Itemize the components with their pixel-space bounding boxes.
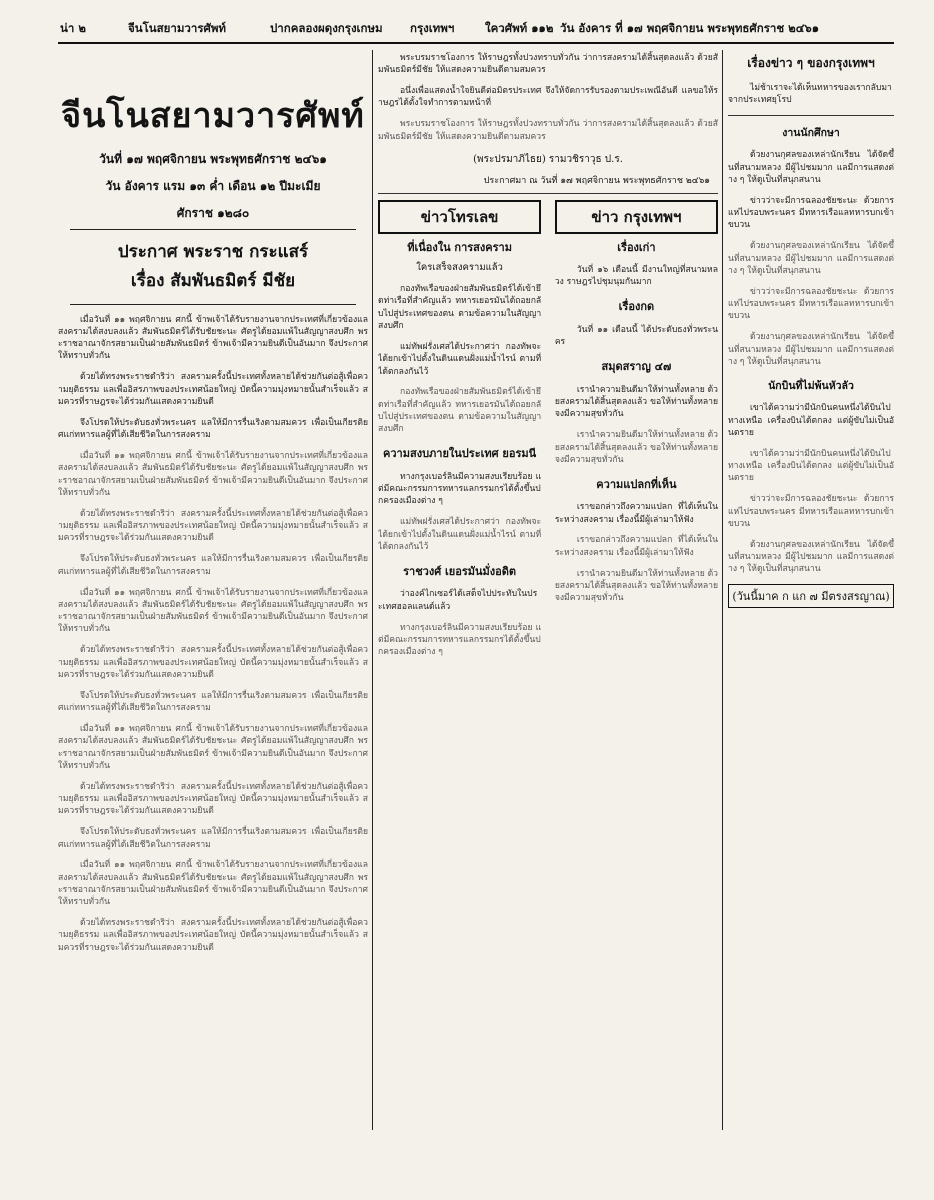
article-paragraph: ข่าวว่าจะมีการฉลองชัยชะนะ ด้วยการแห่ไปรอบพระนคร มีทหารเรือแลทหารบกเข้าขบวน [728,494,894,529]
article-paragraph: จึงโปรดให้ประดับธงทั่วพระนคร แลให้มีการรื่นเริงตามสมควร เพื่อเป็นเกียรติยศแก่ทหารแลผู้ที่ได้เสียชีวิตในการสงคราม [58,417,368,441]
date-line-2: วัน อังคาร แรม ๑๓ ค่ำ เดือน ๑๒ ปีมะเมีย [105,179,321,193]
divider [378,193,718,194]
section-heading: สมุดสราญ ๔๗ [601,360,672,374]
issue-date: วัน อังคาร ที่ ๑๗ พฤศจิกายน พระพุทธศักราช ๒๔๖๑ [560,21,820,35]
news-split [378,200,718,667]
news-item: กองทัพเรือของฝ่ายสัมพันธมิตร์ได้เข้ายึดท่าเรือที่สำคัญแล้ว ทหารเยอรมันได้ถอยกลับไปสู่ประเทศของตน ตามข้อความในสัญญาสงบศึก [378,387,542,435]
date-line-3: ศักราช ๑๒๘๐ [176,206,250,220]
news-item: วันที่ ๑๖ เดือนนี้ มีงานใหญ่ที่สนามหลวง ราษฎรไปชุมนุมกันมาก [554,265,718,288]
news-item: แม่ทัพฝรั่งเศสได้ประกาศว่า กองทัพจะได้ยกเข้าไปตั้งในดินแดนฝั่งแม่น้ำไรน์ ตามที่ได้ตกลงกันไว้ [378,341,542,377]
news-item: เราขอกล่าวถึงความแปลก ที่ได้เห็นในระหว่างสงคราม เรื่องนี้มีผู้เล่ามาให้ฟัง [554,502,718,525]
local-news-title: ข่าว กรุงเทพฯ [555,200,718,234]
telegraph-news [378,200,541,667]
news-item: เรานำความยินดีมาให้ท่านทั้งหลาย ด้วยสงครามได้สิ้นสุดลงแล้ว ขอให้ท่านทั้งหลายจงมีความสุขทั่วกัน [554,568,718,604]
middle-column [378,50,718,1135]
page-header [60,18,890,42]
footer-caption: (วันนี้มาค ก แก ๗ มีตรงสรญาณ) [728,584,894,608]
masthead: จีนโนสยามวารศัพท์ [61,96,365,136]
article-paragraph: ด้วยได้ทรงพระราชดำริว่า สงครามครั้งนี้ประเทศทั้งหลายได้ช่วยกันต่อสู้เพื่อความยุติธรรม แลเพื่ออิสรภาพของประเทศน้อยใหญ่ บัดนี้ความมุ่งหมายนั้นสำเร็จแล้ว สมควรที่ราษฎรจะได้ร่วมกันแสดงความยินดี [58,781,368,817]
news-item: วันที่ ๑๑ เดือนนี้ ได้ประดับธงทั่วพระนคร [554,324,718,348]
column-divider-1 [372,50,373,1130]
local-news-subhead: เรื่องเก่า [617,240,656,254]
news-item: ทางกรุงเบอร์ลินมีความสงบเรียบร้อย แต่มีคณะกรรมการทหารแลกรรมกรได้ตั้งขึ้นปกครองเมืองต่าง ๆ [378,622,542,658]
news-item: ว่าองค์ไกเซอร์ได้เสด็จไปประทับในประเทศฮอลแลนด์แล้ว [378,589,538,612]
article-paragraph: เขาได้ความว่ามีนักบินคนหนึ่งได้บินไปทางเหนือ เครื่องบินได้ตกลง แต่ผู้ขับไม่เป็นอันตราย [728,403,894,438]
proclamation-subtitle: เรื่อง สัมพันธมิตร์ มีชัย [130,271,296,291]
article-paragraph: ด้วยได้ทรงพระราชดำริว่า สงครามครั้งนี้ประเทศทั้งหลายได้ช่วยกันต่อสู้เพื่อความยุติธรรม แลเพื่ออิสรภาพของประเทศน้อยใหญ่ บัดนี้ความมุ่งหมายนั้นสำเร็จแล้ว สมควรที่ราษฎรจะได้ร่วมกันแสดงความยินดี [58,508,368,544]
right-title: เรื่องข่าว ๆ ของกรุงเทพฯ [747,56,875,70]
proclamation-title: ประกาศ พระราช กระแสร์ [117,242,309,262]
article-paragraph: พระบรมราชโองการ ให้ราษฎรทั้งปวงทราบทั่วกัน ว่าการสงครามได้สิ้นสุดลงแล้ว ด้วยสัมพันธมิตร์มีชัย ให้แสดงความยินดีตามสมควร [378,119,718,142]
news-item: กองทัพเรือของฝ่ายสัมพันธมิตร์ได้เข้ายึดท่าเรือที่สำคัญแล้ว ทหารเยอรมันได้ถอยกลับไปสู่ประเทศของตน ตามข้อความในสัญญาสงบศึก [378,284,542,332]
article-paragraph: ข่าวว่าจะมีการฉลองชัยชะนะ ด้วยการแห่ไปรอบพระนคร มีทหารเรือแลทหารบกเข้าขบวน [728,286,894,322]
article-paragraph: ด้วยงานกุศลของเหล่านักเรียน ได้จัดขึ้นที่สนามหลวง มีผู้ไปชมมาก แลมีการแสดงต่าง ๆ ให้ดูเป็นที่สนุกสนาน [728,241,894,276]
local-news [555,200,718,667]
article-paragraph: เมื่อวันที่ ๑๑ พฤศจิกายน ศกนี้ ข้าพเจ้าได้รับรายงานจากประเทศที่เกี่ยวข้องแลสงครามได้สงบลงแล้ว สัมพันธมิตร์ได้รับชัยชะนะ ศัตรูได้ยอมแพ้ในสัญญาสงบศึก พระราชอาณาจักรสยามเป็นฝ่ายสัมพันธมิตร์ ข้าพเจ้ามีความยินดีเป็นอันมาก จึงประกาศให้ทราบทั่วกัน [58,860,368,908]
divider [728,115,894,116]
telegraph-news-title: ข่าวโทรเลข [378,200,541,234]
header-rule [58,42,894,44]
article-paragraph: ข่าวว่าจะมีการฉลองชัยชะนะ ด้วยการแห่ไปรอบพระนคร มีทหารเรือแลทหารบกเข้าขบวน [728,195,894,231]
article-paragraph: เขาได้ความว่ามีนักบินคนหนึ่งได้บินไปทางเหนือ เครื่องบินได้ตกลง แต่ผู้ขับไม่เป็นอันตราย [728,448,894,484]
office-address: ปากคลองผดุงกรุงเกษม [270,21,383,35]
article-paragraph: ไม่ช้าเราจะได้เห็นทหารของเรากลับมาจากประเทศยุโรป [728,82,892,105]
article-paragraph: ด้วยงานกุศลของเหล่านักเรียน ได้จัดขึ้นที่สนามหลวง มีผู้ไปชมมาก แลมีการแสดงต่าง ๆ ให้ดูเป็นที่สนุกสนาน [728,539,894,575]
royal-signature: (พระปรมาภิไธย) รามวชิราวุธ ป.ร. [473,153,623,165]
article-paragraph: เมื่อวันที่ ๑๑ พฤศจิกายน ศกนี้ ข้าพเจ้าได้รับรายงานจากประเทศที่เกี่ยวข้องแลสงครามได้สงบลงแล้ว สัมพันธมิตร์ได้รับชัยชะนะ ศัตรูได้ยอมแพ้ในสัญญาสงบศึก พระราชอาณาจักรสยามเป็นฝ่ายสัมพันธมิตร์ ข้าพเจ้ามีความยินดีเป็นอันมาก จึงประกาศให้ทราบทั่วกัน [58,314,368,362]
article-paragraph: อนึ่งเพื่อแสดงน้ำใจยินดีต่อมิตรประเทศ จึงให้จัดการรับรองตามประเพณีอันดี แลขอให้ราษฎรได้ตั้งใจทำการตามหน้าที่ [378,86,718,109]
paper-name: จีนโนสยามวารศัพท์ [128,21,226,35]
news-item: เรานำความยินดีมาให้ท่านทั้งหลาย ด้วยสงครามได้สิ้นสุดลงแล้ว ขอให้ท่านทั้งหลายจงมีความสุขทั่วกัน [554,384,718,420]
telegraph-news-subtitle: ที่เนื่องใน การสงคราม [407,240,512,254]
article-paragraph: ด้วยได้ทรงพระราชดำริว่า สงครามครั้งนี้ประเทศทั้งหลายได้ช่วยกันต่อสู้เพื่อความยุติธรรม แลเพื่ออิสรภาพของประเทศน้อยใหญ่ บัดนี้ความมุ่งหมายนั้นสำเร็จแล้ว สมควรที่ราษฎรจะได้ร่วมกันแสดงความยินดี [58,918,368,953]
volume: ใควศัพท์ ๑๑๒ [485,21,554,35]
section-heading: ความแปลกที่เห็น [596,477,677,491]
date-line-1: วันที่ ๑๗ พฤศจิกายน พระพุทธศักราช ๒๔๖๑ [99,152,327,166]
right-column [728,50,894,1135]
left-column [58,50,368,1130]
section-heading: ความสงบภายในประเทศ ยอรมนี [383,447,537,461]
section-heading: นักบินที่ไม่พ้นหัวลัว [768,379,854,392]
section-heading: ราชวงศ์ เยอรมันมั่งอดิต [403,564,517,578]
news-item: เราขอกล่าวถึงความแปลก ที่ได้เห็นในระหว่างสงคราม เรื่องนี้มีผู้เล่ามาให้ฟัง [554,535,718,558]
signed-date: ประกาศมา ณ วันที่ ๑๗ พฤศจิกายน พระพุทธศักราช ๒๔๖๑ [483,175,710,186]
article-paragraph: ด้วยได้ทรงพระราชดำริว่า สงครามครั้งนี้ประเทศทั้งหลายได้ช่วยกันต่อสู้เพื่อความยุติธรรม แลเพื่ออิสรภาพของประเทศน้อยใหญ่ บัดนี้ความมุ่งหมายนั้นสำเร็จแล้ว สมควรที่ราษฎรจะได้ร่วมกันแสดงความยินดี [58,372,368,407]
news-item: ทางกรุงเบอร์ลินมีความสงบเรียบร้อย แต่มีคณะกรรมการทหารแลกรรมกรได้ตั้งขึ้นปกครองเมืองต่าง ๆ [378,471,542,507]
section-heading: งานนักศึกษา [782,126,840,139]
news-item: เรานำความยินดีมาให้ท่านทั้งหลาย ด้วยสงครามได้สิ้นสุดลงแล้ว ขอให้ท่านทั้งหลายจงมีความสุขทั่วกัน [554,430,718,465]
telegraph-news-desc: ใครเสร็จสงครามแล้ว [416,261,503,273]
city: กรุงเทพฯ [410,21,455,35]
article-paragraph: จึงโปรดให้ประดับธงทั่วพระนคร แลให้มีการรื่นเริงตามสมควร เพื่อเป็นเกียรติยศแก่ทหารแลผู้ที่ได้เสียชีวิตในการสงคราม [58,690,368,714]
local-news-subhead: เรื่องกด [618,300,655,314]
article-paragraph: เมื่อวันที่ ๑๑ พฤศจิกายน ศกนี้ ข้าพเจ้าได้รับรายงานจากประเทศที่เกี่ยวข้องแลสงครามได้สงบลงแล้ว สัมพันธมิตร์ได้รับชัยชะนะ ศัตรูได้ยอมแพ้ในสัญญาสงบศึก พระราชอาณาจักรสยามเป็นฝ่ายสัมพันธมิตร์ ข้าพเจ้ามีความยินดีเป็นอันมาก จึงประกาศให้ทราบทั่วกัน [58,723,368,771]
article-paragraph: พระบรมราชโองการ ให้ราษฎรทั้งปวงทราบทั่วกัน ว่าการสงครามได้สิ้นสุดลงแล้ว ด้วยสัมพันธมิตร์มีชัย ให้แสดงความยินดีตามสมควร [378,53,718,76]
news-item: แม่ทัพฝรั่งเศสได้ประกาศว่า กองทัพจะได้ยกเข้าไปตั้งในดินแดนฝั่งแม่น้ำไรน์ ตามที่ได้ตกลงกันไว้ [378,517,542,552]
article-paragraph: เมื่อวันที่ ๑๑ พฤศจิกายน ศกนี้ ข้าพเจ้าได้รับรายงานจากประเทศที่เกี่ยวข้องแลสงครามได้สงบลงแล้ว สัมพันธมิตร์ได้รับชัยชะนะ ศัตรูได้ยอมแพ้ในสัญญาสงบศึก พระราชอาณาจักรสยามเป็นฝ่ายสัมพันธมิตร์ ข้าพเจ้ามีความยินดีเป็นอันมาก จึงประกาศให้ทราบทั่วกัน [58,451,368,498]
article-paragraph: ด้วยงานกุศลของเหล่านักเรียน ได้จัดขึ้นที่สนามหลวง มีผู้ไปชมมาก แลมีการแสดงต่าง ๆ ให้ดูเป็นที่สนุกสนาน [728,332,894,367]
article-paragraph: ด้วยได้ทรงพระราชดำริว่า สงครามครั้งนี้ประเทศทั้งหลายได้ช่วยกันต่อสู้เพื่อความยุติธรรม แลเพื่ออิสรภาพของประเทศน้อยใหญ่ บัดนี้ความมุ่งหมายนั้นสำเร็จแล้ว สมควรที่ราษฎรจะได้ร่วมกันแสดงความยินดี [58,645,368,680]
column-divider-2 [722,50,723,1130]
article-paragraph: จึงโปรดให้ประดับธงทั่วพระนคร แลให้มีการรื่นเริงตามสมควร เพื่อเป็นเกียรติยศแก่ทหารแลผู้ที่ได้เสียชีวิตในการสงคราม [58,554,368,577]
divider [70,229,356,230]
article-paragraph: ด้วยงานกุศลของเหล่านักเรียน ได้จัดขึ้นที่สนามหลวง มีผู้ไปชมมาก แลมีการแสดงต่าง ๆ ให้ดูเป็นที่สนุกสนาน [728,150,894,185]
divider [70,304,356,305]
article-paragraph: เมื่อวันที่ ๑๑ พฤศจิกายน ศกนี้ ข้าพเจ้าได้รับรายงานจากประเทศที่เกี่ยวข้องแลสงครามได้สงบลงแล้ว สัมพันธมิตร์ได้รับชัยชะนะ ศัตรูได้ยอมแพ้ในสัญญาสงบศึก พระราชอาณาจักรสยามเป็นฝ่ายสัมพันธมิตร์ ข้าพเจ้ามีความยินดีเป็นอันมาก จึงประกาศให้ทราบทั่วกัน [58,587,368,635]
article-paragraph: จึงโปรดให้ประดับธงทั่วพระนคร แลให้มีการรื่นเริงตามสมควร เพื่อเป็นเกียรติยศแก่ทหารแลผู้ที่ได้เสียชีวิตในการสงคราม [58,827,368,850]
page-number: น่า ๒ [60,21,86,35]
